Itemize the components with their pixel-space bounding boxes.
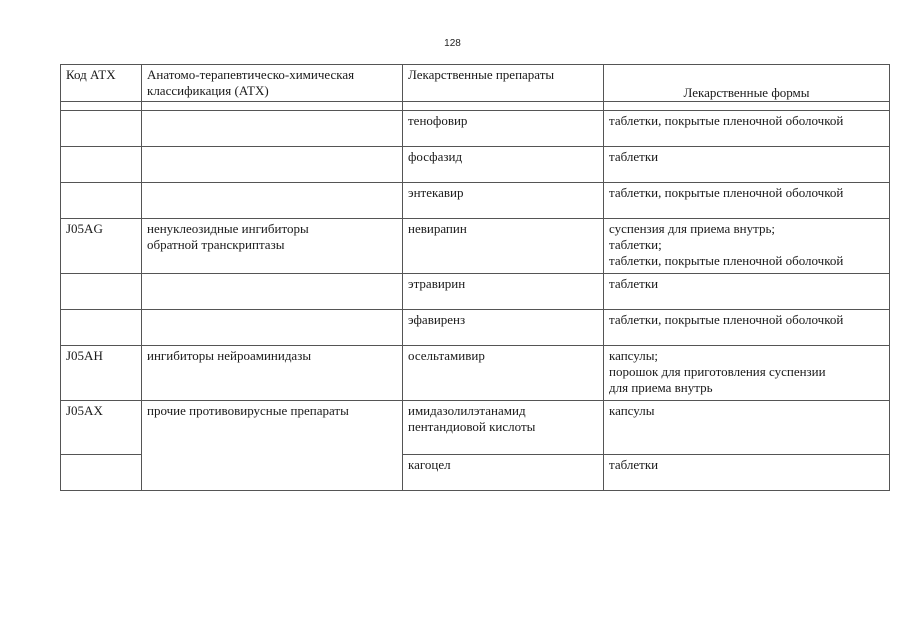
classification-cell <box>142 219 403 274</box>
dosage-form: таблетки, покрытые пленочной оболочкой <box>609 253 844 268</box>
header-classification: Анатомо-терапевтическо-химическая классификация (АТХ) <box>142 65 403 102</box>
drug-name: тенофовир <box>408 113 468 128</box>
drug-cell <box>403 346 604 401</box>
forms-cell <box>604 401 890 455</box>
classification-cell <box>142 111 403 147</box>
classification-text: ненуклеозидные ингибиторы <box>147 221 309 236</box>
dosage-form: таблетки <box>609 276 659 291</box>
table-row <box>61 346 890 401</box>
code-cell: J05AG <box>61 219 142 274</box>
drug-name: осельтамивир <box>408 348 485 363</box>
drug-name: энтекавир <box>408 185 464 200</box>
code-cell: J05AH <box>61 346 142 401</box>
header-drugs: Лекарственные препараты <box>403 65 604 102</box>
drug-name: фосфазид <box>408 149 463 164</box>
drug-name: эфавиренз <box>408 312 466 327</box>
header-spacer-row <box>61 102 890 111</box>
drug-cell <box>403 401 604 455</box>
table-header-row <box>61 65 890 102</box>
table-row <box>61 183 890 219</box>
code-cell <box>61 183 142 219</box>
classification-cell <box>142 274 403 310</box>
forms-cell <box>604 219 890 274</box>
classification-text: прочие противовирусные препараты <box>147 403 349 418</box>
code-cell: J05AX <box>61 401 142 455</box>
forms-cell <box>604 455 890 491</box>
dosage-form: таблетки <box>609 457 659 472</box>
drug-name: этравирин <box>408 276 466 291</box>
forms-cell <box>604 183 890 219</box>
table-row <box>61 401 890 455</box>
dosage-form: таблетки, покрытые пленочной оболочкой <box>609 113 844 128</box>
drug-cell <box>403 147 604 183</box>
dosage-form: суспензия для приема внутрь; <box>609 221 776 236</box>
classification-cell <box>142 310 403 346</box>
table-row <box>61 111 890 147</box>
spacer-cell <box>142 102 403 111</box>
drug-cell <box>403 183 604 219</box>
dosage-form: таблетки, покрытые пленочной оболочкой <box>609 185 844 200</box>
forms-cell <box>604 310 890 346</box>
table-row <box>61 219 890 274</box>
spacer-cell <box>61 102 142 111</box>
classification-text: обратной транскриптазы <box>147 237 285 252</box>
drug-name: кагоцел <box>408 457 451 472</box>
code-cell <box>61 310 142 346</box>
drug-name: имидазолилэтанамид <box>408 403 526 418</box>
drug-cell <box>403 274 604 310</box>
code-cell <box>61 455 142 491</box>
dosage-form: таблетки; <box>609 237 662 252</box>
header-forms: Лекарственные формы <box>604 65 890 102</box>
forms-cell <box>604 111 890 147</box>
page-number: 128 <box>444 38 461 49</box>
header-code: Код АТХ <box>61 65 142 102</box>
drug-name: пентандиовой кислоты <box>408 419 536 434</box>
drug-cell <box>403 219 604 274</box>
dosage-form: таблетки <box>609 149 659 164</box>
spacer-cell <box>604 102 890 111</box>
classification-text: ингибиторы нейроаминидазы <box>147 348 312 363</box>
dosage-form: для приема внутрь <box>609 380 713 395</box>
classification-cell <box>142 147 403 183</box>
dosage-form: капсулы <box>609 403 655 418</box>
spacer-cell <box>403 102 604 111</box>
dosage-form: капсулы; <box>609 348 659 363</box>
code-cell <box>61 147 142 183</box>
table-row <box>61 147 890 183</box>
code-cell <box>61 111 142 147</box>
table-row <box>61 274 890 310</box>
dosage-form: таблетки, покрытые пленочной оболочкой <box>609 312 844 327</box>
classification-cell <box>142 183 403 219</box>
forms-cell <box>604 147 890 183</box>
forms-cell <box>604 346 890 401</box>
atx-table <box>60 64 890 491</box>
drug-cell <box>403 455 604 491</box>
classification-cell <box>142 401 403 491</box>
classification-cell <box>142 346 403 401</box>
drug-name: невирапин <box>408 221 467 236</box>
drug-cell <box>403 111 604 147</box>
code-cell <box>61 274 142 310</box>
table-row <box>61 310 890 346</box>
forms-cell <box>604 274 890 310</box>
dosage-form: порошок для приготовления суспензии <box>609 364 826 379</box>
drug-cell <box>403 310 604 346</box>
